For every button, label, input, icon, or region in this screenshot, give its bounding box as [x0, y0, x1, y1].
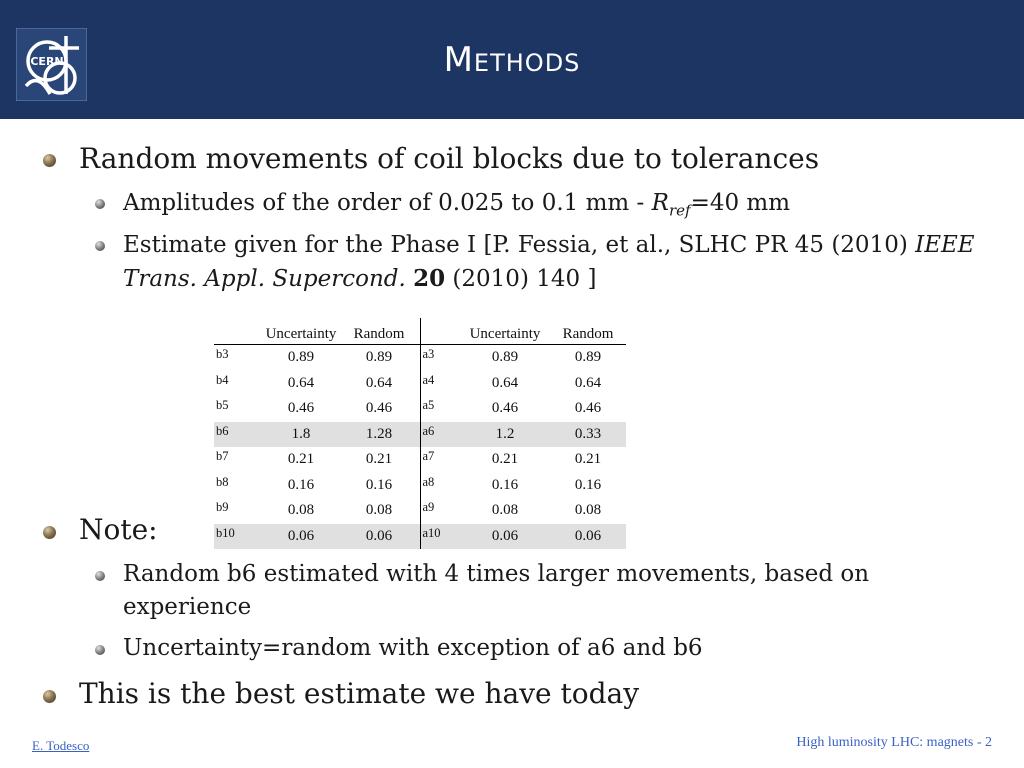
table-cell: 1.8	[258, 422, 344, 448]
table-cell: 0.89	[287, 349, 315, 366]
table-cell: 0.16	[491, 476, 519, 493]
table-cell: 0.06	[550, 524, 626, 550]
table-cell: 0.06	[344, 524, 414, 550]
slide-title: Methods	[443, 40, 581, 80]
bullet-sub-2-1: Random b6 estimated with 4 times larger movements, based on experience	[123, 561, 870, 620]
ref-subscript: ref	[668, 201, 691, 220]
row-label: b8	[216, 474, 229, 489]
bullet-icon	[43, 154, 56, 167]
bullet-icon	[95, 199, 105, 209]
table-cell: 0.08	[287, 502, 315, 519]
table-cell: 0.21	[287, 451, 315, 468]
column-header: Uncertainty	[265, 326, 337, 342]
journal-ref: (2010) 140 ]	[445, 266, 597, 292]
rref-value: =40 mm	[690, 190, 791, 216]
row-label: a3	[422, 347, 435, 361]
author-link[interactable]: E. Todesco	[32, 738, 90, 753]
table-cell: 0.46	[491, 400, 519, 417]
table-cell: 0.16	[365, 476, 393, 493]
bullet-icon	[43, 526, 56, 539]
table-cell: 0.21	[574, 451, 602, 468]
table-cell: 0.64	[491, 374, 519, 391]
row-label: a4	[422, 372, 435, 387]
table-header-row	[214, 318, 626, 345]
column-header: Random	[353, 326, 405, 342]
table-row-highlighted	[214, 422, 626, 448]
table-cell: 0.08	[365, 502, 393, 519]
cern-logo-text: CERN	[30, 55, 64, 68]
row-label: a5	[422, 398, 435, 412]
table-row	[214, 498, 626, 524]
table-cell: 0.16	[574, 476, 602, 493]
row-label: b7	[216, 449, 229, 463]
table-cell: 0.16	[287, 476, 315, 493]
row-label: a6	[420, 422, 460, 448]
table-cell: 0.64	[287, 374, 315, 391]
table-cell: 0.89	[491, 349, 519, 366]
r-symbol: R	[651, 190, 669, 216]
row-label: b10	[214, 524, 258, 550]
table-cell: 0.64	[574, 374, 602, 391]
multipole-table	[214, 318, 626, 549]
table-cell: 0.89	[574, 349, 602, 366]
table-cell: 0.46	[365, 400, 393, 417]
journal-volume: 20	[413, 265, 446, 292]
table-cell: 0.21	[365, 451, 393, 468]
row-label: a7	[422, 449, 435, 463]
column-header: Random	[562, 326, 614, 342]
footer-title: High luminosity LHC: magnets - 2	[796, 735, 992, 750]
amplitude-text: Amplitudes of the order of 0.025 to 0.1 mm -	[123, 190, 652, 216]
bullet-icon	[95, 645, 105, 655]
row-label: b3	[216, 347, 229, 361]
bullet-main-2: Note:	[79, 513, 158, 546]
table-cell: 0.08	[574, 502, 602, 519]
column-header: Uncertainty	[469, 326, 541, 342]
bullet-main-3: This is the best estimate we have today	[79, 677, 640, 710]
row-label: b5	[216, 398, 229, 412]
bullet-icon	[43, 690, 56, 703]
table-cell: 0.46	[287, 400, 315, 417]
row-label: b9	[216, 500, 229, 514]
table-cell: 0.33	[550, 422, 626, 448]
table-cell: 1.2	[460, 422, 550, 448]
table-row-highlighted	[214, 524, 626, 550]
table-row	[214, 396, 626, 422]
table-cell: 0.08	[491, 502, 519, 519]
row-label: b4	[216, 372, 229, 387]
table-cell: 0.21	[491, 451, 519, 468]
bullet-sub-1-1	[123, 187, 790, 228]
bullet-main-1: Random movements of coil blocks due to tolerances	[79, 142, 820, 175]
table-row	[214, 447, 626, 473]
row-label: b6	[214, 422, 258, 448]
table-row	[214, 371, 626, 397]
bullet-sub-1-2	[123, 229, 983, 296]
bullet-icon	[95, 571, 105, 581]
table-cell: 0.89	[365, 349, 393, 366]
table-cell: 1.28	[344, 422, 414, 448]
table-cell: 0.06	[460, 524, 550, 550]
bullet-icon	[95, 241, 105, 251]
row-label: a8	[422, 474, 435, 489]
table-cell: 0.46	[574, 400, 602, 417]
table-cell: 0.06	[258, 524, 344, 550]
table-cell: 0.64	[365, 374, 393, 391]
table-row	[214, 473, 626, 499]
row-label: a9	[422, 500, 435, 514]
journal-name: IEEE Trans. Appl. Supercond.	[123, 232, 975, 292]
table-row	[214, 345, 626, 371]
slide-header	[0, 0, 1024, 119]
bullet-sub-2-2: Uncertainty=random with exception of a6 and b6	[123, 635, 703, 661]
estimate-text: Estimate given for the Phase I [P. Fessia, et al., SLHC PR 45 (2010)	[123, 232, 916, 258]
row-label: a10	[420, 524, 460, 550]
